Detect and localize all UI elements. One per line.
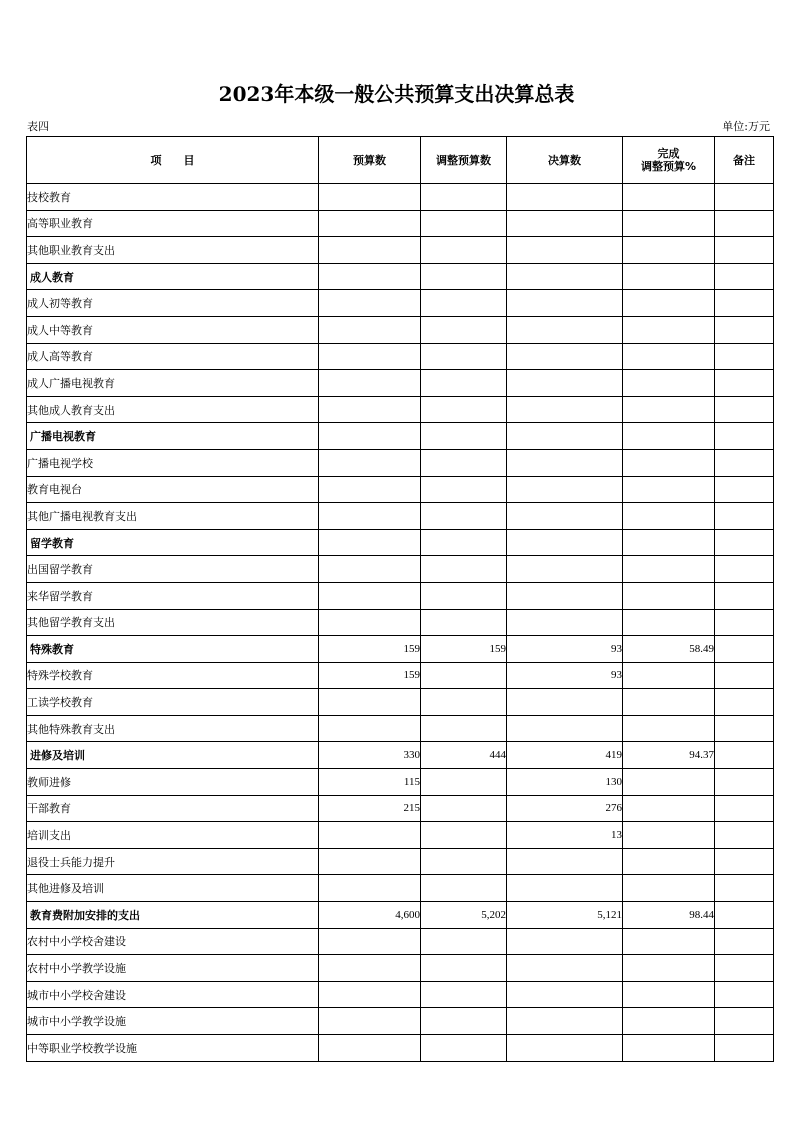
remark-cell <box>715 503 774 530</box>
adjusted-budget-cell: 159 <box>421 636 507 663</box>
final-accounts-cell <box>507 529 623 556</box>
table-row <box>27 955 774 982</box>
unit-label: 单位:万元 <box>722 120 770 133</box>
final-accounts-cell <box>507 449 623 476</box>
completion-rate-cell <box>623 981 715 1008</box>
final-accounts-cell: 93 <box>507 662 623 689</box>
adjusted-budget-cell <box>421 184 507 211</box>
completion-rate-cell <box>623 1035 715 1062</box>
budget-cell <box>319 609 421 636</box>
budget-cell <box>319 822 421 849</box>
budget-cell <box>319 689 421 716</box>
item-name-cell: 农村中小学教学设施 <box>27 955 319 982</box>
item-name-cell: 城市中小学校舍建设 <box>27 981 319 1008</box>
completion-rate-cell <box>623 210 715 237</box>
adjusted-budget-cell <box>421 316 507 343</box>
budget-table <box>26 136 774 1062</box>
budget-cell <box>319 875 421 902</box>
item-name-cell: 其他广播电视教育支出 <box>27 503 319 530</box>
budget-cell: 215 <box>319 795 421 822</box>
completion-rate-cell <box>623 689 715 716</box>
completion-rate-cell <box>623 955 715 982</box>
item-name-cell: 中等职业学校教学设施 <box>27 1035 319 1062</box>
remark-cell <box>715 715 774 742</box>
budget-cell <box>319 981 421 1008</box>
item-name-cell: 其他特殊教育支出 <box>27 715 319 742</box>
remark-cell <box>715 955 774 982</box>
remark-cell <box>715 875 774 902</box>
adjusted-budget-cell <box>421 795 507 822</box>
remark-cell <box>715 316 774 343</box>
adjusted-budget-cell <box>421 1035 507 1062</box>
table-body <box>27 184 774 1062</box>
budget-cell <box>319 210 421 237</box>
item-name-cell: 培训支出 <box>27 822 319 849</box>
final-accounts-cell: 5,121 <box>507 902 623 929</box>
category-row <box>27 636 774 663</box>
table-row <box>27 928 774 955</box>
budget-cell <box>319 370 421 397</box>
final-accounts-cell <box>507 848 623 875</box>
budget-cell <box>319 290 421 317</box>
header-remark: 备注 <box>715 137 774 184</box>
adjusted-budget-cell <box>421 529 507 556</box>
budget-cell <box>319 556 421 583</box>
completion-rate-cell <box>623 795 715 822</box>
completion-rate-cell <box>623 343 715 370</box>
table-row <box>27 370 774 397</box>
final-accounts-cell <box>507 423 623 450</box>
table-row <box>27 1035 774 1062</box>
budget-cell <box>319 263 421 290</box>
item-name-cell: 教师进修 <box>27 769 319 796</box>
header-row <box>27 137 774 184</box>
remark-cell <box>715 210 774 237</box>
final-accounts-cell <box>507 582 623 609</box>
header-completion-rate <box>623 137 715 184</box>
final-accounts-cell <box>507 343 623 370</box>
completion-rate-cell <box>623 582 715 609</box>
final-accounts-cell <box>507 928 623 955</box>
item-name-cell: 进修及培训 <box>27 742 319 769</box>
budget-cell <box>319 955 421 982</box>
final-accounts-cell <box>507 290 623 317</box>
remark-cell <box>715 795 774 822</box>
final-accounts-cell <box>507 1008 623 1035</box>
adjusted-budget-cell <box>421 822 507 849</box>
adjusted-budget-cell <box>421 396 507 423</box>
item-name-cell: 技校教育 <box>27 184 319 211</box>
remark-cell <box>715 184 774 211</box>
completion-rate-cell <box>623 848 715 875</box>
header-adjusted-budget: 调整预算数 <box>421 137 507 184</box>
table-row <box>27 875 774 902</box>
final-accounts-cell <box>507 556 623 583</box>
remark-cell <box>715 981 774 1008</box>
item-name-cell: 出国留学教育 <box>27 556 319 583</box>
table-row <box>27 715 774 742</box>
item-name-cell: 高等职业教育 <box>27 210 319 237</box>
final-accounts-cell <box>507 955 623 982</box>
category-row <box>27 742 774 769</box>
adjusted-budget-cell <box>421 609 507 636</box>
adjusted-budget-cell <box>421 715 507 742</box>
completion-rate-cell <box>623 822 715 849</box>
budget-cell <box>319 848 421 875</box>
category-row <box>27 902 774 929</box>
final-accounts-cell <box>507 370 623 397</box>
completion-rate-cell: 98.44 <box>623 902 715 929</box>
completion-rate-cell <box>623 556 715 583</box>
budget-cell <box>319 1035 421 1062</box>
adjusted-budget-cell <box>421 689 507 716</box>
remark-cell <box>715 1035 774 1062</box>
final-accounts-cell <box>507 1035 623 1062</box>
budget-cell <box>319 449 421 476</box>
adjusted-budget-cell <box>421 237 507 264</box>
remark-cell <box>715 449 774 476</box>
category-row <box>27 263 774 290</box>
budget-cell <box>319 316 421 343</box>
final-accounts-cell <box>507 503 623 530</box>
budget-cell <box>319 503 421 530</box>
page-title: 2023年本级一般公共预算支出决算总表 <box>218 82 575 106</box>
remark-cell <box>715 476 774 503</box>
remark-cell <box>715 582 774 609</box>
final-accounts-cell: 419 <box>507 742 623 769</box>
remark-cell <box>715 529 774 556</box>
remark-cell <box>715 1008 774 1035</box>
header-final-accounts: 决算数 <box>507 137 623 184</box>
item-name-cell: 其他进修及培训 <box>27 875 319 902</box>
table-row <box>27 290 774 317</box>
remark-cell <box>715 370 774 397</box>
budget-cell <box>319 715 421 742</box>
budget-cell: 4,600 <box>319 902 421 929</box>
table-row <box>27 689 774 716</box>
remark-cell <box>715 556 774 583</box>
table-row <box>27 476 774 503</box>
adjusted-budget-cell <box>421 981 507 1008</box>
table-row <box>27 503 774 530</box>
adjusted-budget-cell <box>421 556 507 583</box>
completion-rate-cell <box>623 1008 715 1035</box>
final-accounts-cell <box>507 609 623 636</box>
final-accounts-cell <box>507 396 623 423</box>
adjusted-budget-cell <box>421 476 507 503</box>
completion-rate-cell <box>623 237 715 264</box>
header-budget: 预算数 <box>319 137 421 184</box>
item-name-cell: 城市中小学教学设施 <box>27 1008 319 1035</box>
adjusted-budget-cell <box>421 769 507 796</box>
item-name-cell: 成人初等教育 <box>27 290 319 317</box>
remark-cell <box>715 902 774 929</box>
completion-rate-cell <box>623 662 715 689</box>
final-accounts-cell <box>507 875 623 902</box>
completion-rate-cell <box>623 184 715 211</box>
remark-cell <box>715 928 774 955</box>
final-accounts-cell: 130 <box>507 769 623 796</box>
budget-cell <box>319 476 421 503</box>
table-row <box>27 1008 774 1035</box>
remark-cell <box>715 689 774 716</box>
remark-cell <box>715 263 774 290</box>
remark-cell <box>715 662 774 689</box>
budget-cell <box>319 237 421 264</box>
budget-cell <box>319 343 421 370</box>
completion-rate-cell <box>623 290 715 317</box>
remark-cell <box>715 609 774 636</box>
item-name-cell: 成人教育 <box>27 263 319 290</box>
adjusted-budget-cell <box>421 343 507 370</box>
adjusted-budget-cell <box>421 423 507 450</box>
final-accounts-cell: 276 <box>507 795 623 822</box>
item-name-cell: 其他成人教育支出 <box>27 396 319 423</box>
item-name-cell: 广播电视学校 <box>27 449 319 476</box>
table-row <box>27 981 774 1008</box>
adjusted-budget-cell <box>421 1008 507 1035</box>
remark-cell <box>715 237 774 264</box>
final-accounts-cell <box>507 981 623 1008</box>
adjusted-budget-cell <box>421 290 507 317</box>
item-name-cell: 农村中小学校舍建设 <box>27 928 319 955</box>
table-row <box>27 316 774 343</box>
table-label: 表四 <box>27 120 49 133</box>
budget-cell: 159 <box>319 636 421 663</box>
item-name-cell: 退役士兵能力提升 <box>27 848 319 875</box>
table-row <box>27 449 774 476</box>
budget-cell <box>319 184 421 211</box>
completion-rate-cell <box>623 396 715 423</box>
budget-cell <box>319 1008 421 1035</box>
adjusted-budget-cell <box>421 263 507 290</box>
completion-rate-cell <box>623 449 715 476</box>
final-accounts-cell: 13 <box>507 822 623 849</box>
completion-rate-cell <box>623 316 715 343</box>
adjusted-budget-cell <box>421 848 507 875</box>
item-name-cell: 广播电视教育 <box>27 423 319 450</box>
table-row <box>27 396 774 423</box>
item-name-cell: 留学教育 <box>27 529 319 556</box>
final-accounts-cell <box>507 210 623 237</box>
completion-rate-cell <box>623 609 715 636</box>
completion-rate-cell: 94.37 <box>623 742 715 769</box>
table-row <box>27 609 774 636</box>
completion-rate-cell <box>623 529 715 556</box>
table-row <box>27 795 774 822</box>
completion-rate-cell <box>623 769 715 796</box>
final-accounts-cell <box>507 316 623 343</box>
remark-cell <box>715 396 774 423</box>
table-row <box>27 848 774 875</box>
adjusted-budget-cell <box>421 875 507 902</box>
item-name-cell: 其他留学教育支出 <box>27 609 319 636</box>
item-name-cell: 来华留学教育 <box>27 582 319 609</box>
item-name-cell: 教育电视台 <box>27 476 319 503</box>
header-item: 项 目 <box>27 137 319 184</box>
completion-rate-cell: 58.49 <box>623 636 715 663</box>
table-row <box>27 662 774 689</box>
budget-cell <box>319 582 421 609</box>
item-name-cell: 特殊教育 <box>27 636 319 663</box>
completion-rate-cell <box>623 476 715 503</box>
completion-rate-cell <box>623 263 715 290</box>
completion-rate-cell <box>623 503 715 530</box>
completion-rate-cell <box>623 875 715 902</box>
adjusted-budget-cell: 444 <box>421 742 507 769</box>
remark-cell <box>715 290 774 317</box>
final-accounts-cell <box>507 263 623 290</box>
item-name-cell: 成人高等教育 <box>27 343 319 370</box>
table-row <box>27 184 774 211</box>
header-completion-line1: 完成 <box>657 147 680 160</box>
header-completion-line2: 调整预算% <box>640 160 697 173</box>
remark-cell <box>715 343 774 370</box>
adjusted-budget-cell <box>421 210 507 237</box>
final-accounts-cell <box>507 715 623 742</box>
completion-rate-cell <box>623 715 715 742</box>
table-row <box>27 237 774 264</box>
final-accounts-cell <box>507 689 623 716</box>
remark-cell <box>715 822 774 849</box>
completion-rate-cell <box>623 370 715 397</box>
adjusted-budget-cell <box>421 662 507 689</box>
budget-cell: 330 <box>319 742 421 769</box>
item-name-cell: 工读学校教育 <box>27 689 319 716</box>
table-row <box>27 822 774 849</box>
item-name-cell: 干部教育 <box>27 795 319 822</box>
remark-cell <box>715 636 774 663</box>
remark-cell <box>715 769 774 796</box>
table-row <box>27 343 774 370</box>
budget-cell: 159 <box>319 662 421 689</box>
budget-cell <box>319 423 421 450</box>
final-accounts-cell <box>507 184 623 211</box>
budget-cell <box>319 396 421 423</box>
category-row <box>27 423 774 450</box>
completion-rate-cell <box>623 928 715 955</box>
adjusted-budget-cell <box>421 582 507 609</box>
budget-cell <box>319 928 421 955</box>
item-name-cell: 成人中等教育 <box>27 316 319 343</box>
budget-cell: 115 <box>319 769 421 796</box>
remark-cell <box>715 848 774 875</box>
item-name-cell: 教育费附加安排的支出 <box>27 902 319 929</box>
table-row <box>27 210 774 237</box>
final-accounts-cell <box>507 476 623 503</box>
budget-cell <box>319 529 421 556</box>
adjusted-budget-cell <box>421 955 507 982</box>
final-accounts-cell: 93 <box>507 636 623 663</box>
table-row <box>27 769 774 796</box>
table-row <box>27 582 774 609</box>
completion-rate-cell <box>623 423 715 450</box>
adjusted-budget-cell <box>421 449 507 476</box>
item-name-cell: 其他职业教育支出 <box>27 237 319 264</box>
item-name-cell: 成人广播电视教育 <box>27 370 319 397</box>
adjusted-budget-cell <box>421 370 507 397</box>
final-accounts-cell <box>507 237 623 264</box>
remark-cell <box>715 742 774 769</box>
item-name-cell: 特殊学校教育 <box>27 662 319 689</box>
remark-cell <box>715 423 774 450</box>
category-row <box>27 529 774 556</box>
adjusted-budget-cell <box>421 503 507 530</box>
adjusted-budget-cell <box>421 928 507 955</box>
table-row <box>27 556 774 583</box>
adjusted-budget-cell: 5,202 <box>421 902 507 929</box>
